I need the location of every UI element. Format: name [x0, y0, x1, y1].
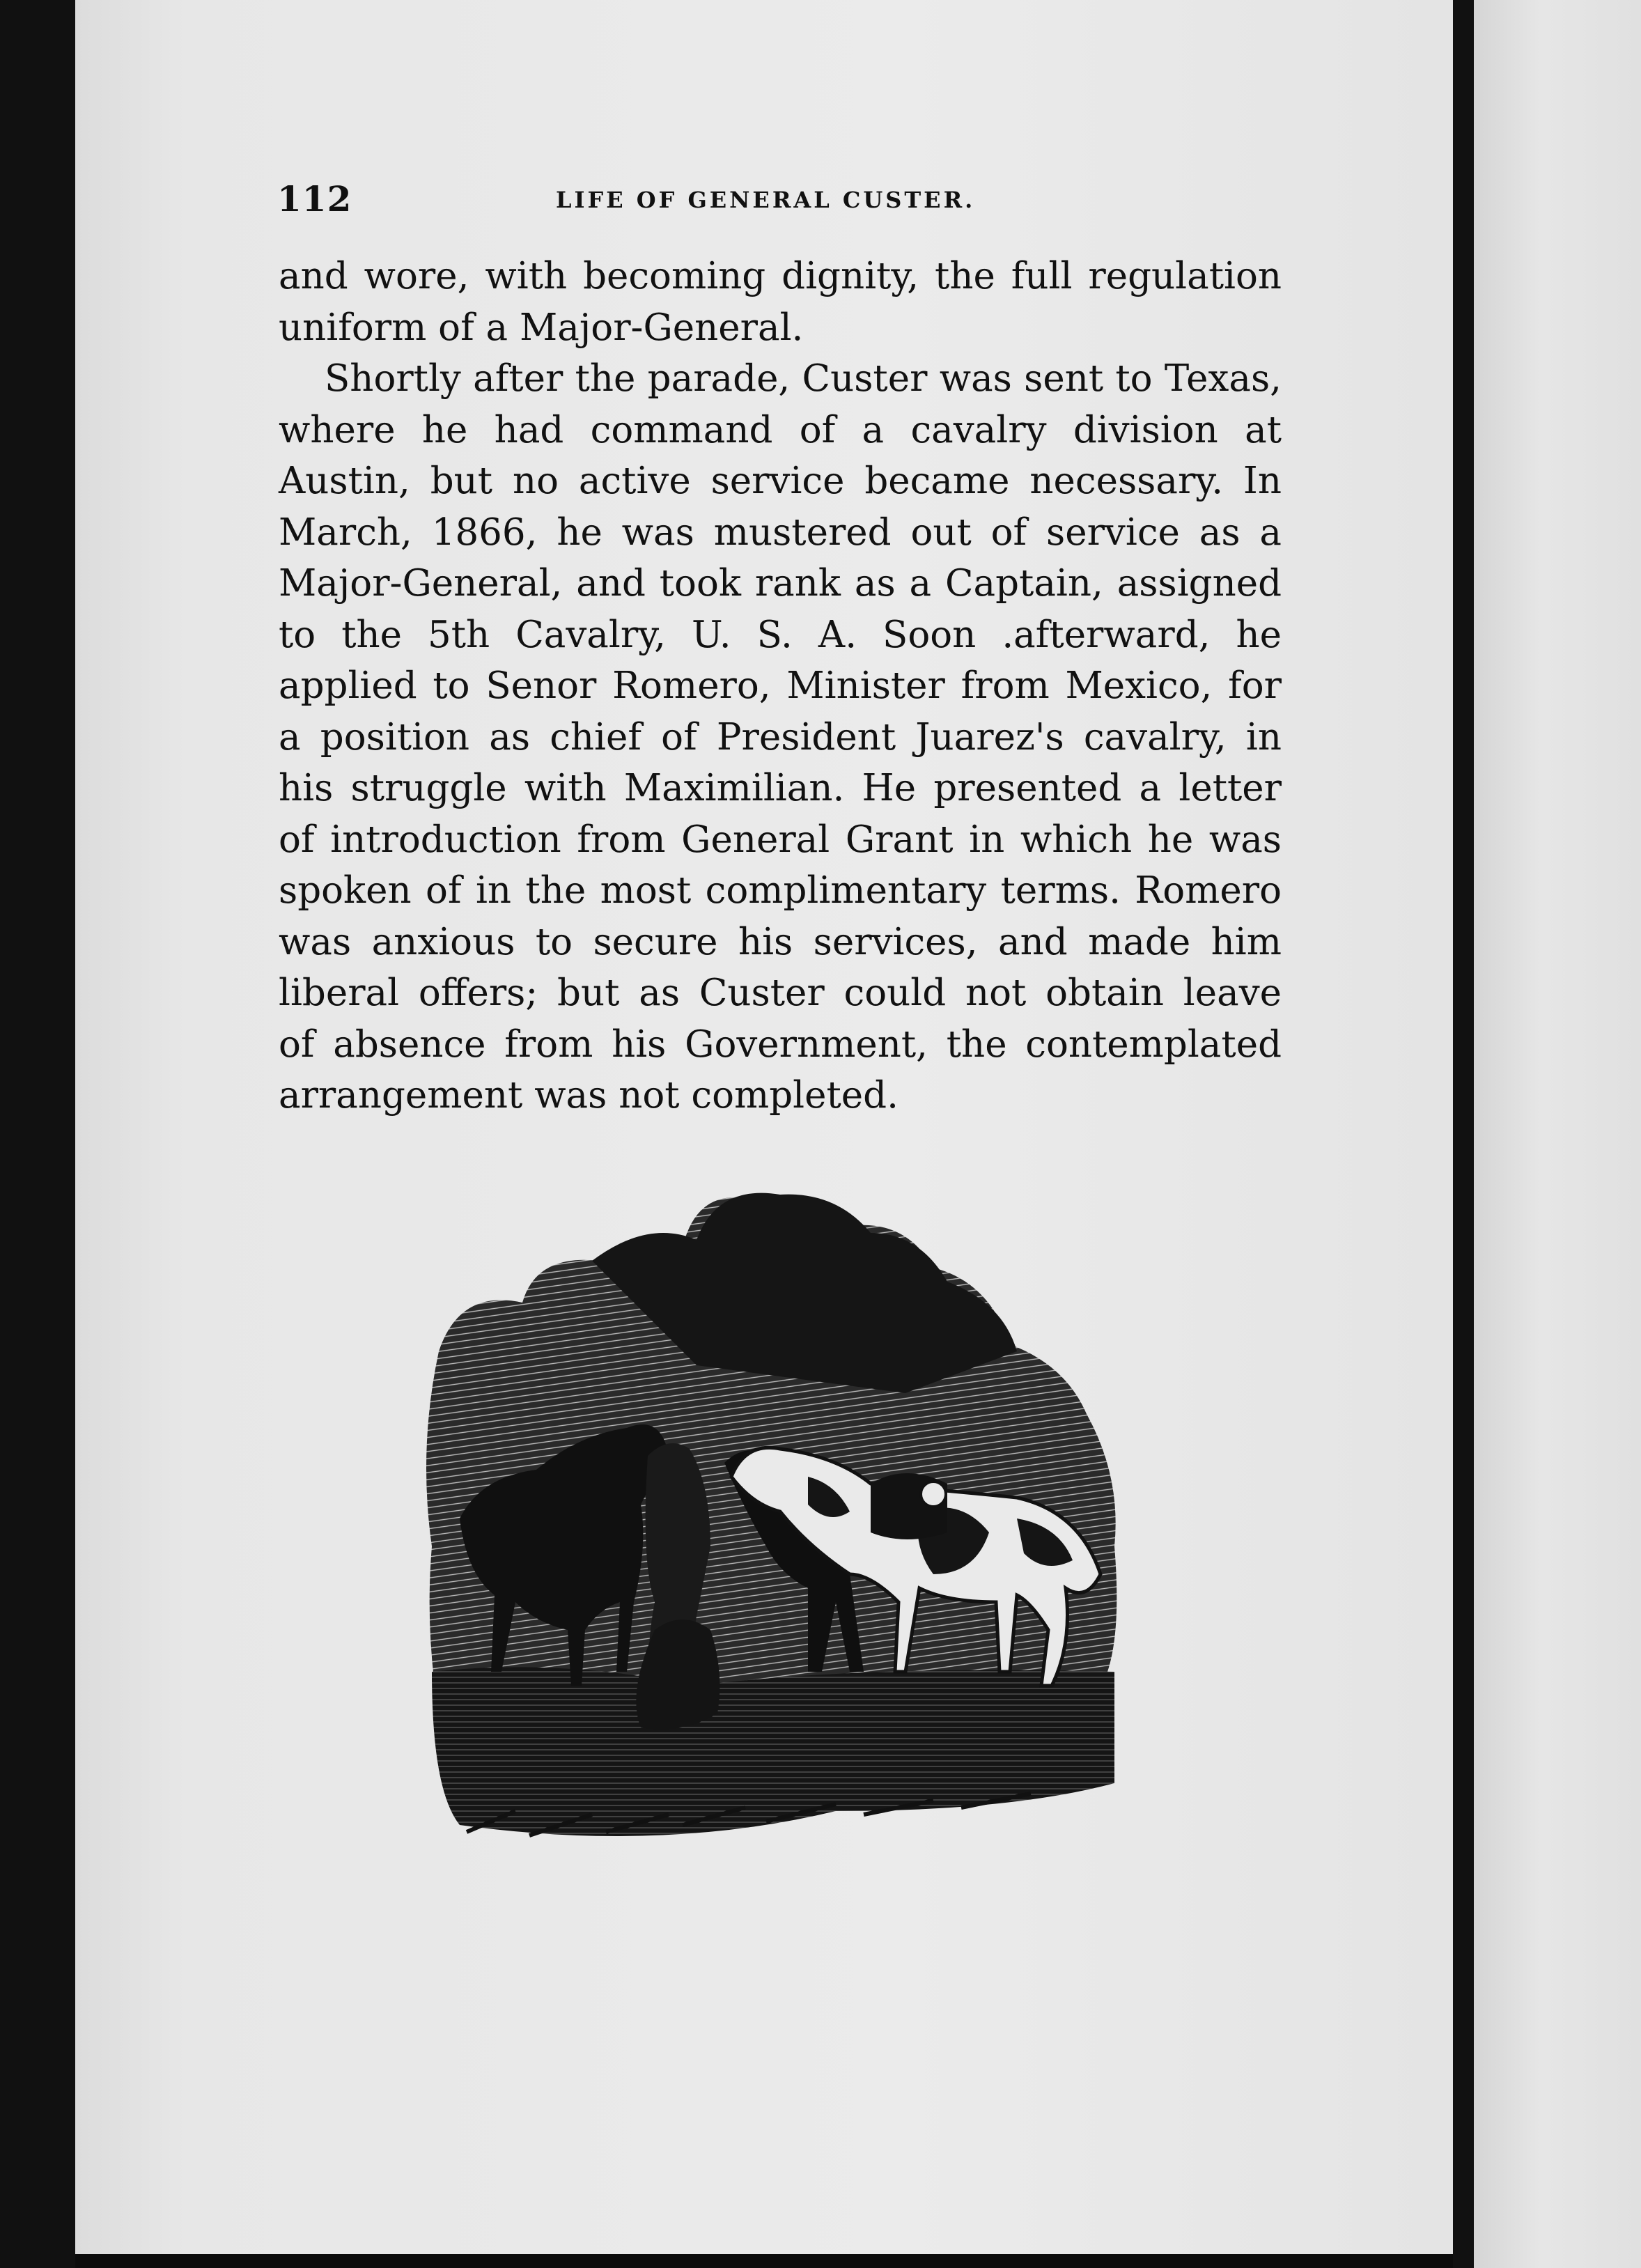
paragraph-2: [279, 353, 1282, 1121]
page-number: 112: [277, 178, 352, 219]
text-line: applied to Senor Romero, Minister from Mexico, for: [279, 665, 1282, 707]
text-line: a position as chief of President Juarez's cavalry, in: [279, 715, 1282, 759]
running-title: LIFE OF GENERAL CUSTER.: [556, 187, 976, 213]
text-line: was anxious to secure his services, and made him: [279, 920, 1282, 963]
text-line: to the 5th Cavalry, U. S. A. Soon .afterward, he: [279, 613, 1282, 656]
body-text: [279, 251, 1282, 1121]
text-line: where he had command of a cavalry division at: [279, 408, 1282, 451]
text-line: and wore, with becoming dignity, the full regulation: [279, 255, 1282, 297]
text-line: of introduction from General Grant in which he was: [279, 818, 1282, 861]
text-line: spoken of in the most complimentary terms. Romero: [279, 869, 1282, 912]
ground: [432, 1667, 1114, 1836]
text-line: uniform of a Major-General.: [279, 306, 804, 349]
text-line: Major-General, and took rank as a Captain, assigned: [279, 562, 1282, 605]
text-line: of absence from his Government, the contemplated: [279, 1023, 1282, 1066]
woodcut-illustration: [418, 1184, 1163, 1874]
saddle-horn: [921, 1482, 946, 1507]
text-line: liberal offers; but as Custer could not obtain leave: [279, 972, 1282, 1014]
adjacent-page-edge: [1474, 0, 1641, 2268]
running-head: [277, 178, 1280, 220]
text-line: Austin, but no active service became necessary. In: [279, 460, 1282, 502]
page-gutter: [1453, 0, 1474, 2268]
text-line: his struggle with Maximilian. He presented a letter: [279, 767, 1282, 809]
horses-engraving: [418, 1184, 1163, 1874]
scan-left-margin: [0, 0, 75, 2268]
text-line: Shortly after the parade, Custer was sent to Texas,: [325, 357, 1282, 400]
text-line: arrangement was not completed.: [279, 1074, 899, 1117]
paragraph-1: [279, 251, 1282, 353]
text-line: March, 1866, he was mustered out of service as a: [279, 511, 1282, 554]
